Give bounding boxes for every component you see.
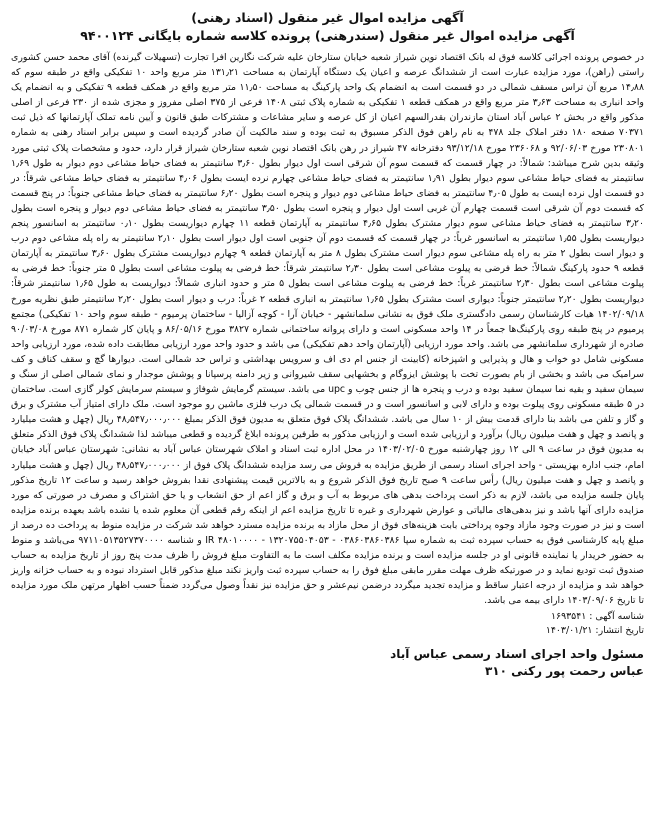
notice-title: آگهی مزایده اموال غیر منقول (اسناد رهنی)	[191, 10, 464, 25]
notice-subtitle: آگهی مزایده اموال غیر منقول (سندرهنی) پرونده کلاسه شماره بایگانی ۹۴۰۰۱۲۴	[80, 28, 575, 43]
notice-body-text: در خصوص پرونده اجرائی کلاسه فوق له بانک اقتصاد نوین شیراز شعبه خیابان ستارخان علیه شرکت نگارین افرا تجارت (تسهیلات گیرنده) آقای محمد حسن کشوری راستی (راهن)، مورد مزایده عبارت است از ششدانگ عرصه و اعیان یک دستگاه آپارتمان به مساحت ۱۳۱٫۲۱ متر مربع واحد ۱۰ تفکیکی واقع در طبقه سوم که ۱۴٫۸۸ مربع آن تراس مسقف شمالی در دو قسمت است به انضمام یک واحد پارکینگ به مساحت ۱۱٫۵۰ متر مربع واقع در همکف قطعه ۹ تفکیکی و به انضمام یک واحد انباری به مساحت ۳٫۶۳ متر مربع واقع در همکف قطعه ۱ تفکیکی به شماره پلاک ثبتی ۱۴۰۸ فرعی از ۳۷۵ اصلی مفروز و مجزی شده از ۲۳۰ فرعی از اصلی مذکور واقع در بخش ۲ عباس آباد استان مازندران بقدرالسهم اعیان از کل عرصه و سایر مشاعات و مشترکات طبق قانون و آیین نامه تملک آپارتمانها که ذیل ثبت ۷۰۳۷۱ صفحه ۱۸۰ دفتر املاک جلد ۴۷۸ به نام راهن فوق الذکر مسبوق به ثبت بوده و سند مالکیت آن صادر گردیده است و سپس برابر اسناد رهنی به شماره ۲۳۰۸۰۱ مورخ ۹۲/۰۶/۰۳ و ۲۳۶۰۶۸ مورخ ۹۳/۱۲/۱۸ دفترخانه ۴۷ شیراز در رهن بانک اقتصاد نوین شعبه ستارخان شیراز قرار دارد، حدود و مشخصات پلاک ثبتی مورد وثیقه بدین شرح میباشد: شمالاً: در چهار قسمت که قسمت سوم آن شرقی است اول دیوار بطول ۳٫۶۰ سانتیمتر به فضای حیاط مشاعی دوم دیوار به طول ۱٫۶۹ سانتیمتر به فضای حیاط مشاعی سوم دیوار بطول ۱٫۹۱ سانتیمتر به فضای حیاط مشاعی چهارم نرده ایست بطول ۴٫۰۶ سانتیمتر به فضای حیاط مشاعی شرقاً: در دو قسمت اول نرده ایست به طول ۴٫۰۵ سانتیمتر به فضای حیاط مشاعی دوم دیوار و پنجره است بطول ۶٫۲۰ سانتیمتر به فضای حیاط مشاعی جنوباً: در پنج قسمت که قسمت دوم آن شرقی است قسمت چهارم آن غربی است اول دیوار و پنجره است بطول ۳٫۵۰ سانتیمتر به فضای حیاط مشاعی دوم دیوار و پنجره است بطول ۳٫۲۰ سانتیمتر به فضای حیاط مشاعی سوم دیوار مشترک بطول ۴٫۶۵ سانتیمتر به آپارتمان قطعه ۱۱ چهارم دیواریست بطول ۰٫۱۰ سانتیمتر به اسانسور پنجم دیواریست بطول ۱٫۵۵ سانتیمتر به اسانسور غرباً: در چهار قسمت که قسمت دوم آن جنوبی است اول دیوار است بطول ۲٫۱۰ سانتیمتر به راه پله مشاعی دوم درب و دیوار است بطول ۲ متر به راه پله مشاعی سوم دیوار است مشترک بطول ۸ متر به آپارتمان قطعه ۹ چهارم دیواریست مشترک بطول ۳٫۶۰ سانتیمتر به آپارتمان قطعه ۹ حدود پارکینگ شمالاً: خط فرضی به پیلوت مشاعی است بطول ۲٫۳۰ سانتیمتر شرقاً: خط فرضی به پیلوت مشاعی است بطول ۵ متر جنوباً: خط فرضی به پیلوت مشاعی است بطول ۲٫۳۰ سانتیمتر غرباً: خط فرضی به پیلوت مشاعی است بطول ۵ متر و حدود انباری شمالاً: دیواریست به طول ۱٫۶۵ سانتیمتر شرقاً: دیواریست بطول ۲٫۲۰ سانتیمتر جنوباً: دیواری است مشترک بطول ۱٫۶۵ سانتیمتر به انباری قطعه ۲ غرباً: درب و دیوار است بطول ۲٫۲۰ سانتیمتر طبق نظریه مورخ ۱۴۰۲/۰۹/۱۸ هیات کارشناسان رسمی دادگستری ملک فوق به نشانی سلمانشهر - خیابان آرا - کوچه آزالیا - ساختمان پرمیوم - طبقه سوم واحد ۱۰ تفکیکی) مجتمع پرمیوم در پنج طبقه روی پارکینگ‌ها جمعاً در ۱۴ واحد مسکونی است و دارای پروانه ساختمانی شماره ۳۸۲۷ مورخ ۸۶/۰۵/۱۶ و پایان کار شماره ۸۷۱ مورخ ۹۰/۰۳/۰۸ صادره از شهرداری سلمانشهر می باشد. واحد مورد ارزیابی (آپارتمان واحد دهم تفکیکی) می باشد و حدود واحد مورد ارزیابی مطابقت داده شده، مورد ارزیابی واحد مسکونی شامل دو خواب و هال و پذیرایی و اشپزخانه (کابینت از جنس ام دی اف و سرویس بهداشتی و تراس حد شمالی است. دیوارها گچ و سقف کناف و کف سرامیک می باشد و بخشی از بام بصورت تخت با پوشش ایزوگام و بخشهایی سقف شیروانی و زیر دامنه پرسپانا و پوشش موجدار و نمای شمالی اصلی از سنگ و سیمان سفید و بقیه نما سیمان سفید بوده و درب و پنجره ها از جنس چوب و upc می باشد. سیستم گرمایش شوفاژ و سیستم سرمایش کولر گازی است. ساختمان در ۵ طبقه مسکونی روی پیلوت بوده و دارای لابی و اسانسور است و در قسمت شمالی یک درب فلزی ماشین رو موجود است. ملک دارای امتیاز آب مشترک و برق و گاز و تلفن می باشد بنا دارای قدمت بیش از ۱۰ سال می باشد. ششدانگ پلاک فوق متعلق به مدیون فوق الذکر بمبلغ ۴۸٫۵۴۷٫۰۰۰٫۰۰۰ ریال (چهل و هشت میلیارد و پانصد و چهل و هفت میلیون ریال) برآورد و ارزیابی شده است و ارزیابی مذکور به طرفین پرونده ابلاغ گردیده و قطعی میباشد لذا ششدانگ پلاک فوق الذکر متعلق به مدیون فوق در ساعت ۹ الی ۱۲ روز چهارشنبه مورخ ۱۴۰۳/۰۲/۰۵ در محل اداره ثبت اسناد و املاک شهرستان عباس آباد به نشانی: شهرستان عباس آباد خیابان امام، جنب اداره بهزیستی - واحد اجرای اسناد رسمی از طریق مزایده به فروش می رسد مزایده ششدانگ پلاک فوق از ۴۸٫۵۴۷٫۰۰۰٫۰۰۰ ریال (چهل و هشت میلیارد و پانصد و چهل و هفت میلیون ریال) رأس ساعت ۹ صبح تاریخ فوق الذکر شروع و به بالاترین قیمت پیشنهادی نقدا بفروش خواهد رسید و ساعت ۱۲ تاریخ مذکور پایان جلسه مزایده می باشد، لازم به ذکر است پرداخت بدهی های مربوط به آب و برق و گاز اعم از حق انشعاب و یا حق اشتراک و مصرف در صورتی که مورد مزایده دارای آنها باشد و نیز بدهی‌های مالیاتی و عوارض شهرداری و غیره تا تاریخ مزایده اعم از اینکه رقم قطعی آن معلوم شده یا نشده باشد بعهده برنده مزایده است و نیز در صورت وجود مازاد وجوه پرداختی بابت هزینه‌های فوق از محل مازاد به برنده مزایده مسترد خواهد شد شرکت در مزایده منوط به پرداخت ده درصد از مبلغ پایه کارشناسی فوق به حساب سپرده ثبت به شماره سپا ۰۳۸۶۰۳۸۶۰۳۸۶ - ۱۳۲۰۷۵۵۰۴۰۵۳ - ۴۸۰۱۰۰۰۰ IR و شناسه ۹۷۱۱۰۵۱۳۵۲۷۳۷۰۰۰۰ می‌باشد و منوط به حضور خریدار یا نماینده قانونی او در جلسه مزایده است و برنده مزایده مکلف است ما به التفاوت مبلغ فروش را ظرف مدت پنج روز از تاریخ مزایده به حساب صندوق ثبت تودیع نماید و در صورتیکه ظرف مهلت مقرر مابقی مبلغ فوق را به حساب سپرده ثبت واریز نکند مبلغ مذکور قابل استرداد نبوده و به حساب خزانه واریز خواهد شد و مزایده از درجه اعتبار ساقط و مزایده تجدید میگردد درضمن نیم‌عشر و حق مزایده نیز نقداً وصول می‌گردد ضمناً حسب اظهار مرتهن ملک مورد مزایده تا تاریخ ۱۴۰۳/۰۹/۰۶ دارای بیمه می باشد.	[11, 52, 645, 607]
publish-date: تاریخ انتشار: ۱۴۰۳/۰۱/۲۱	[545, 625, 644, 637]
notice-meta	[11, 610, 644, 638]
signature-office: مسئول واحد اجرای اسناد رسمی عباس آباد	[390, 647, 644, 662]
notice-id: شناسه آگهی : ۱۶۹۳۵۴۱	[551, 611, 644, 623]
signature-block	[11, 646, 644, 680]
signature-name: عباس رحمت پور رکنی ۳۱۰	[484, 664, 644, 679]
